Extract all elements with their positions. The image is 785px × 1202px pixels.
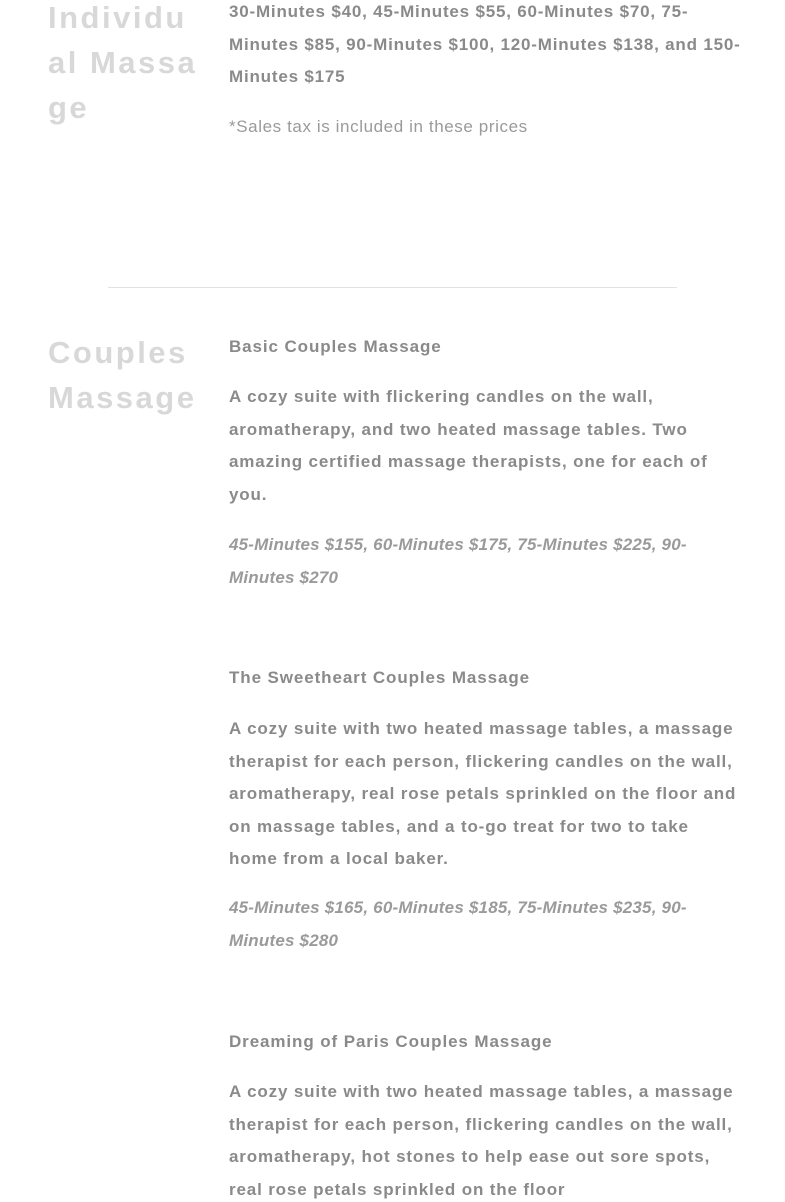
section-divider [108, 287, 677, 288]
section-title-couples-massage: Couples Massage [48, 335, 197, 415]
package-description-basic-couples: A cozy suite with flickering candles on the wall, aromatherapy, and two heated massage tables. Two amazing certified massage therapists, one for each of you. [229, 387, 708, 504]
individual-massage-prices: 30-Minutes $40, 45-Minutes $55, 60-Minutes $70, 75-Minutes $85, 90-Minutes $100, 120-Minutes $138, and 150-Minutes $175 [229, 2, 741, 86]
package-description-dreaming-of-paris: A cozy suite with two heated massage tables, a massage therapist for each person, flickering candles on the wall, aromatherapy, hot stones to help ease out sore spots, real rose petals sprinkled on the floor [229, 1082, 734, 1199]
package-title-sweetheart-couples: The Sweetheart Couples Massage [229, 668, 530, 687]
package-description-sweetheart-couples: A cozy suite with two heated massage tables, a massage therapist for each person, flickering candles on the wall, aromatherapy, real rose petals sprinkled on the floor and on massage tables, and a to-go treat for two to take home from a local baker. [229, 719, 737, 868]
section-title-individual-massage: Individual Massage [48, 0, 198, 125]
package-prices-sweetheart-couples: 45-Minutes $165, 60-Minutes $185, 75-Minutes $235, 90-Minutes $280 [229, 898, 687, 950]
package-title-dreaming-of-paris: Dreaming of Paris Couples Massage [229, 1032, 553, 1051]
sales-tax-note: *Sales tax is included in these prices [229, 117, 528, 136]
package-title-basic-couples: Basic Couples Massage [229, 337, 442, 356]
package-prices-basic-couples: 45-Minutes $155, 60-Minutes $175, 75-Minutes $225, 90-Minutes $270 [229, 535, 687, 587]
